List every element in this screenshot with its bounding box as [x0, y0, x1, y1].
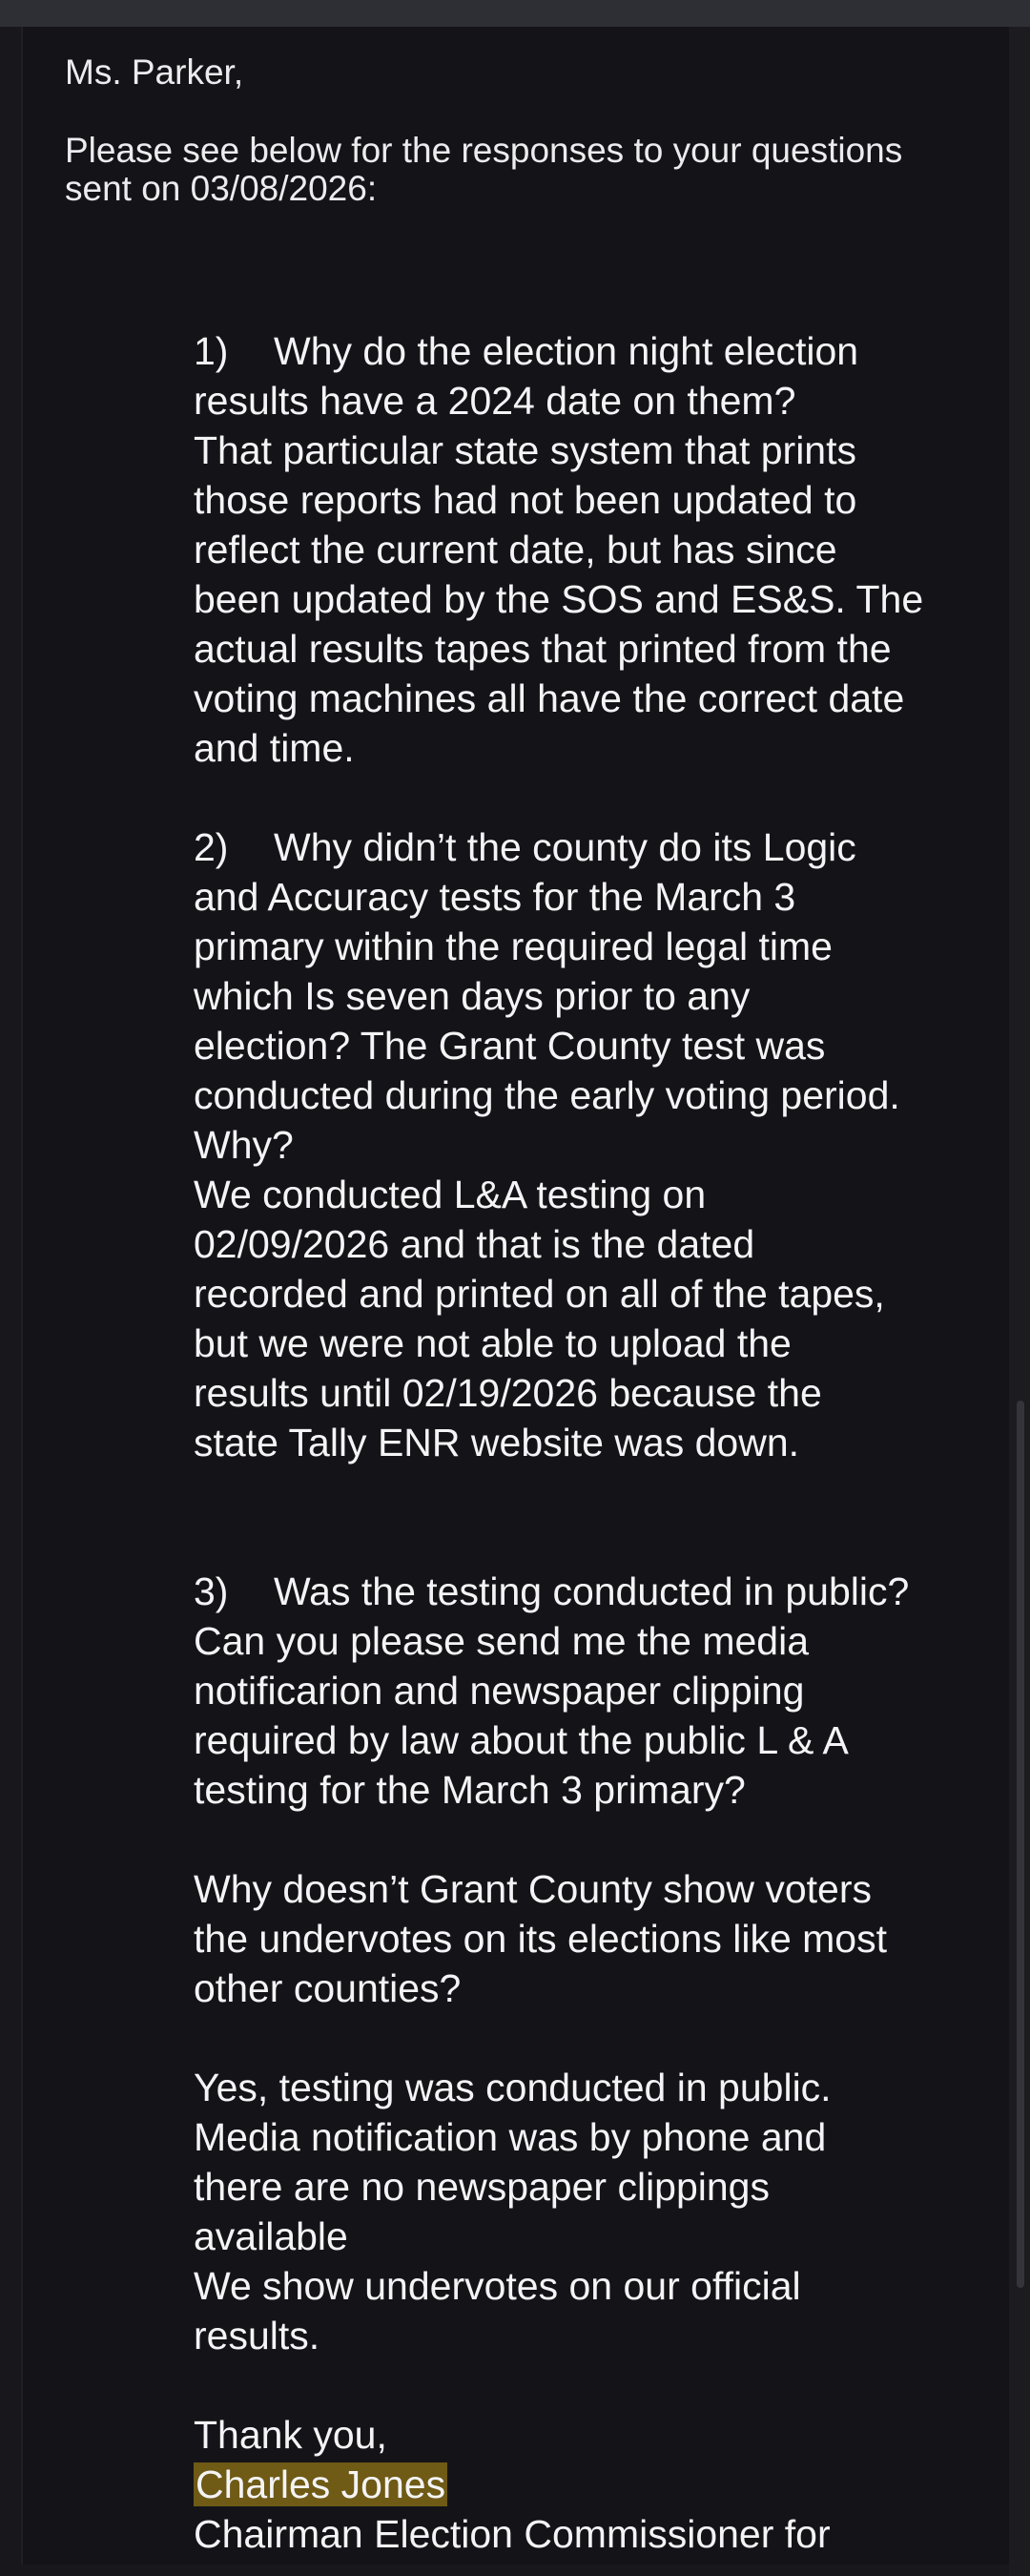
question-text-line: primary within the required legal time [194, 924, 833, 968]
question-text-line: the undervotes on its elections like most [194, 1917, 887, 1961]
question-text-line: results have a 2024 date on them? [194, 379, 796, 423]
answer-2 [194, 1170, 990, 1467]
answer-text-line: Media notification was by phone and [194, 2115, 827, 2159]
email-intro-line: Please see below for the responses to your questions [65, 131, 903, 170]
signature-name: Charles Jones [196, 2462, 446, 2506]
answer-text-line: those reports had not been updated to [194, 478, 857, 522]
scrollbar-thumb[interactable] [1017, 1401, 1024, 2288]
answer-text-line: reflect the current date, but has since [194, 528, 837, 571]
closing-text: Thank you, [194, 2413, 387, 2457]
question-number: 3) [194, 1569, 229, 1613]
answer-text-line: and time. [194, 726, 355, 770]
question-text-line: other counties? [194, 1966, 462, 2010]
answer-text-line: state Tally ENR website was down. [194, 1421, 800, 1465]
question-text-line: and Accuracy tests for the March 3 [194, 875, 796, 919]
answer-text-line: available [194, 2214, 348, 2258]
answer-text-line: actual results tapes that printed from the [194, 627, 892, 671]
question-text-line: conducted during the early voting period. [194, 1073, 900, 1117]
signature-title: Chairman Election Commissioner for [194, 2512, 831, 2556]
answer-text-line: been updated by the SOS and ES&S. The [194, 577, 924, 621]
question-text-line: required by law about the public L & A [194, 1718, 849, 1762]
question-text-line: notificarion and newspaper clipping [194, 1669, 805, 1713]
answer-text-line: We show undervotes on our official [194, 2264, 801, 2308]
question-3 [194, 1567, 990, 1815]
answer-text-line: Yes, testing was conducted in public. [194, 2066, 832, 2109]
question-text-line: Why didn’t the county do its Logic [274, 825, 856, 869]
answer-text-line: We conducted L&A testing on [194, 1173, 707, 1216]
answer-text-line: there are no newspaper clippings [194, 2165, 770, 2209]
question-3-followup [194, 1864, 990, 2013]
email-intro-line: sent on 03/08/2026: [65, 169, 378, 208]
email-greeting: Ms. Parker, [65, 52, 244, 92]
answer-text-line: but we were not able to upload the [194, 1321, 792, 1365]
question-text-line: which Is seven days prior to any [194, 974, 751, 1018]
answer-1 [194, 426, 990, 773]
answer-text-line: results. [194, 2314, 320, 2358]
scrollbar-track[interactable] [1009, 27, 1030, 2576]
answer-text-line: That particular state system that prints [194, 428, 856, 472]
question-1 [194, 326, 990, 426]
question-number: 2) [194, 825, 229, 869]
question-text-line: testing for the March 3 primary? [194, 1768, 746, 1812]
answer-text-line: recorded and printed on all of the tapes, [194, 1272, 885, 1316]
question-text-line: Why? [194, 1123, 294, 1167]
question-text-line: Can you please send me the media [194, 1619, 810, 1663]
question-2 [194, 822, 990, 1170]
answer-text-line: voting machines all have the correct date [194, 676, 905, 720]
answer-3 [194, 2063, 990, 2360]
email-content [194, 326, 990, 2559]
question-text-line: Was the testing conducted in public? [274, 1569, 910, 1613]
answer-text-line: results until 02/19/2026 because the [194, 1371, 822, 1415]
question-number: 1) [194, 329, 229, 373]
question-text-line: Why do the election night election [274, 329, 859, 373]
answer-text-line: 02/09/2026 and that is the dated [194, 1222, 755, 1266]
top-bar [0, 0, 1030, 27]
email-intro [65, 132, 902, 208]
question-text-line: election? The Grant County test was [194, 1024, 826, 1068]
question-text-line: Why doesn’t Grant County show voters [194, 1867, 872, 1911]
email-signature [194, 2410, 990, 2559]
